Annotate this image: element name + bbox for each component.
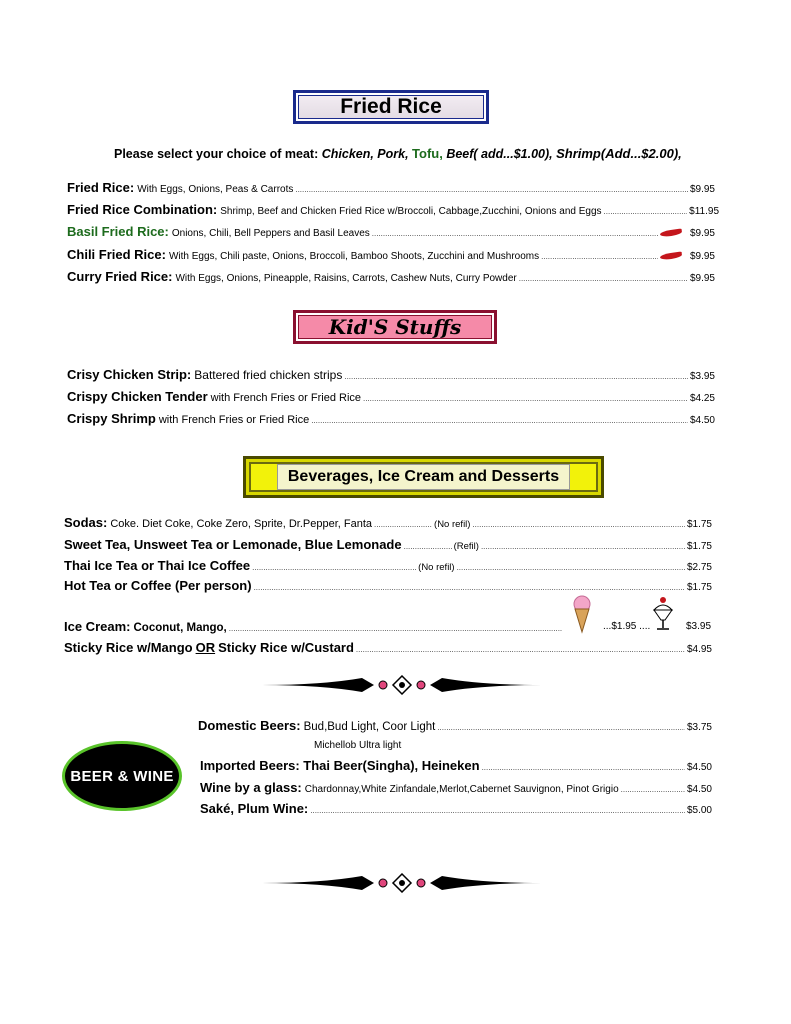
item-desc: With Eggs, Chili paste, Onions, Broccoli, Bamboo Shoots, Zucchini and Mushrooms xyxy=(168,251,540,262)
meat-choice-lead: Please select your choice of meat: xyxy=(114,147,322,161)
kids-title: Kid'S Stuffs xyxy=(328,315,462,339)
leader-dots xyxy=(229,624,562,633)
item-price: $4.95 xyxy=(686,644,712,655)
menu-item-domestic-beers xyxy=(198,718,712,733)
menu-item-chicken-strip xyxy=(67,367,715,382)
menu-item-chili-fried-rice xyxy=(67,247,715,262)
leader-dots xyxy=(621,785,685,794)
ornament-divider xyxy=(262,873,542,893)
beverages-title: Beverages, Ice Cream and Desserts xyxy=(277,464,570,490)
menu-item-fried-rice-combination xyxy=(67,202,719,217)
meat-choice-shrimp: Shrimp(Add...$2.00), xyxy=(556,146,682,161)
item-name: Domestic Beers: xyxy=(198,718,301,733)
item-desc: Chardonnay,White Zinfandale,Merlot,Cabernet Sauvignon, Pinot Grigio xyxy=(304,784,619,795)
beer-wine-badge xyxy=(62,741,182,811)
ice-cream-cone-price: ...$1.95 .... xyxy=(603,621,651,632)
item-price: $4.25 xyxy=(689,393,715,404)
item-price: $1.75 xyxy=(686,541,712,552)
item-price: $9.95 xyxy=(689,228,715,239)
domestic-beers-extra: Michellob Ultra light xyxy=(314,740,402,751)
ornament-divider xyxy=(262,675,542,695)
beer-wine-badge-label: BEER & WINE xyxy=(70,767,174,785)
item-price: $4.50 xyxy=(686,784,712,795)
item-price: $11.95 xyxy=(689,206,719,217)
leader-dots xyxy=(604,207,688,216)
item-desc: with French Fries or Fried Rice xyxy=(210,392,362,404)
leader-dots xyxy=(363,394,688,403)
menu-item-imported-beers xyxy=(200,758,712,773)
item-name-mango: Sticky Rice w/Mango xyxy=(64,640,193,655)
fried-rice-header xyxy=(293,90,489,124)
item-name: Basil Fried Rice: xyxy=(67,224,169,239)
leader-dots xyxy=(311,416,688,425)
menu-item-wine-by-glass xyxy=(200,780,712,795)
leader-dots xyxy=(254,583,685,592)
leader-dots xyxy=(519,274,688,283)
item-price: $3.95 xyxy=(689,371,715,382)
fried-rice-title: Fried Rice xyxy=(340,95,442,118)
beverages-header xyxy=(243,456,604,498)
item-name: Fried Rice Combination: xyxy=(67,202,218,217)
item-price: $3.75 xyxy=(686,722,712,733)
item-desc: Bud,Bud Light, Coor Light xyxy=(303,721,436,733)
item-name: Sodas: xyxy=(64,515,108,530)
item-price: $2.75 xyxy=(686,562,712,573)
meat-choice-tofu: Tofu, xyxy=(412,146,443,161)
menu-item-curry-fried-rice xyxy=(67,269,715,284)
menu-item-fried-rice xyxy=(67,180,715,195)
leader-dots xyxy=(457,563,685,572)
item-name: Imported Beers: Thai Beer(Singha), Heineken xyxy=(200,758,480,773)
refill-note: (No refil) xyxy=(418,562,455,573)
menu-item-chicken-tender xyxy=(67,389,715,404)
item-name: Curry Fried Rice: xyxy=(67,269,173,284)
menu-item-hot-tea xyxy=(64,578,712,593)
menu-item-ice-cream xyxy=(64,619,564,634)
item-price: $4.50 xyxy=(686,762,712,773)
item-desc: With Eggs, Onions, Pineapple, Raisins, Carrots, Cashew Nuts, Curry Powder xyxy=(175,273,517,284)
leader-dots xyxy=(541,252,658,261)
item-name: Crispy Chicken Tender xyxy=(67,389,208,404)
item-price: $9.95 xyxy=(689,251,715,262)
menu-item-basil-fried-rice xyxy=(67,224,715,239)
item-name: Thai Ice Tea or Thai Ice Coffee xyxy=(64,558,251,573)
item-desc: Battered fried chicken strips xyxy=(194,368,343,382)
leader-dots xyxy=(356,645,685,654)
item-price: $9.95 xyxy=(689,184,715,195)
menu-item-sodas xyxy=(64,515,712,530)
item-price: $1.75 xyxy=(686,582,712,593)
leader-dots xyxy=(295,185,688,194)
item-price: $4.50 xyxy=(689,415,715,426)
leader-dots xyxy=(472,520,685,529)
item-name: Ice Cream: xyxy=(64,619,131,634)
item-desc: Coke. Diet Coke, Coke Zero, Sprite, Dr.Pepper, Fanta xyxy=(110,518,373,530)
item-name: Fried Rice: xyxy=(67,180,135,195)
leader-dots xyxy=(437,723,685,732)
sundae-price: $3.95 xyxy=(686,621,712,632)
leader-dots xyxy=(372,229,658,238)
item-name: Crispy Shrimp xyxy=(67,411,156,426)
item-name: Wine by a glass: xyxy=(200,780,302,795)
meat-choice-basic: Chicken, Pork, xyxy=(321,147,413,161)
meat-choice-note xyxy=(114,146,754,161)
item-name: Saké, Plum Wine: xyxy=(200,801,309,816)
item-desc: with French Fries or Fried Rice xyxy=(158,414,310,426)
item-name: Hot Tea or Coffee (Per person) xyxy=(64,578,252,593)
item-desc: With Eggs, Onions, Peas & Carrots xyxy=(137,184,294,195)
refill-note: (No refil) xyxy=(434,519,471,530)
leader-dots xyxy=(404,542,452,551)
leader-dots xyxy=(344,372,688,381)
item-name-custard: Sticky Rice w/Custard xyxy=(218,640,354,655)
leader-dots xyxy=(252,563,416,572)
menu-item-crispy-shrimp xyxy=(67,411,715,426)
item-desc: Onions, Chili, Bell Peppers and Basil Leaves xyxy=(171,228,370,239)
chili-pepper-icon xyxy=(660,228,683,237)
sundae-icon xyxy=(651,594,675,634)
item-price: $9.95 xyxy=(689,273,715,284)
leader-dots xyxy=(310,806,685,815)
item-desc: Coconut, Mango, xyxy=(133,622,227,634)
menu-item-sticky-rice xyxy=(64,640,712,655)
meat-choice-beef: Beef( add...$1.00), xyxy=(442,147,557,161)
chili-pepper-icon xyxy=(660,251,683,260)
menu-item-thai-ice-tea xyxy=(64,558,712,573)
menu-item-sake-plum-wine xyxy=(200,801,712,816)
leader-dots xyxy=(482,763,685,772)
item-price: $1.75 xyxy=(686,519,712,530)
item-price: $5.00 xyxy=(686,805,712,816)
leader-dots xyxy=(374,520,432,529)
item-desc: Shrimp, Beef and Chicken Fried Rice w/Broccoli, Cabbage,Zucchini, Onions and Eggs xyxy=(220,206,602,217)
item-name: Crisy Chicken Strip: xyxy=(67,367,192,382)
refill-note: (Refil) xyxy=(453,541,479,552)
kids-header xyxy=(293,310,497,344)
item-name-or: OR xyxy=(195,640,216,655)
item-name: Chili Fried Rice: xyxy=(67,247,166,262)
item-name: Sweet Tea, Unsweet Tea or Lemonade, Blue Lemonade xyxy=(64,537,402,552)
menu-item-tea-lemonade xyxy=(64,537,712,552)
leader-dots xyxy=(481,542,685,551)
ice-cream-cone-icon xyxy=(570,594,594,634)
